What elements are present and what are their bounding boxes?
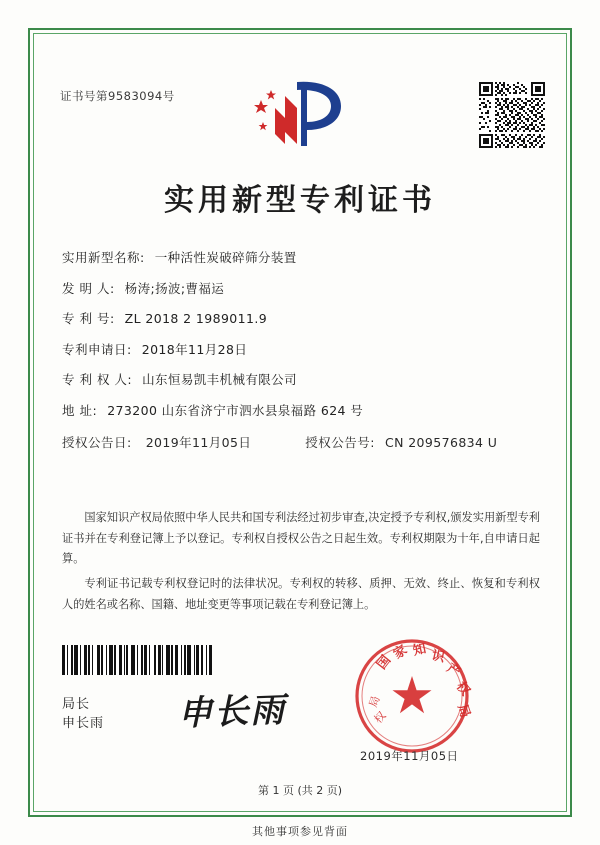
- svg-text:局: 局: [454, 702, 472, 720]
- field-value: 2018年11月28日: [141, 341, 248, 357]
- field-row-application-date: [62, 342, 538, 357]
- field-row-grant: [62, 433, 538, 451]
- seal-date: 2019年11月05日: [360, 749, 459, 763]
- certificate-number: 证书号第9583094号: [60, 89, 175, 103]
- field-row-patent-number: [62, 311, 538, 326]
- field-label: 授权公告号:: [305, 435, 375, 450]
- director-title-line1: 局长: [62, 697, 91, 712]
- field-value: CN 209576834 U: [384, 435, 498, 450]
- field-row-address: [62, 403, 538, 418]
- field-value: ZL 2018 2 1989011.9: [124, 311, 268, 326]
- field-label: 授权公告日:: [62, 435, 132, 450]
- svg-text:家: 家: [391, 642, 411, 663]
- svg-text:局: 局: [366, 694, 383, 710]
- field-value: 2019年11月05日: [145, 435, 252, 450]
- grant-date-segment: [62, 433, 251, 451]
- paragraph-1: 国家知识产权局依照中华人民共和国专利法经过初步审查,决定授予专利权,颁发实用新型专利证书并在专利登记簿上予以登记。专利权自授权公告之日起生效。专利权期限为十年,自申请日起算。: [62, 511, 540, 566]
- field-label: 专 利 权 人:: [62, 372, 133, 387]
- field-row-inventor: [62, 281, 538, 296]
- svg-text:国: 国: [374, 652, 395, 673]
- outside-note: 其他事项参见背面: [252, 825, 348, 838]
- director-signature: 申长雨: [177, 690, 287, 734]
- field-value: 273200 山东省济宁市泗水县泉福路 624 号: [107, 402, 364, 418]
- paragraph-2: 专利证书记载专利权登记时的法律状况。专利权的转移、质押、无效、终止、恢复和专利权人的姓名或名称、国籍、地址变更等事项记载在专利登记簿上。: [62, 577, 540, 611]
- barcode: [62, 645, 242, 675]
- grant-number-segment: [305, 433, 497, 451]
- svg-text:权: 权: [452, 679, 472, 699]
- page-footer: 第 1 页 (共 2 页): [257, 784, 343, 797]
- field-value: 一种活性炭破碎筛分装置: [154, 250, 297, 265]
- field-value: 山东恒易凯丰机械有限公司: [142, 372, 297, 387]
- certificate-fields: [62, 250, 538, 467]
- field-label: 实用新型名称:: [62, 250, 145, 265]
- director-title-line2: 申长雨: [62, 715, 105, 731]
- field-label: 专利申请日:: [62, 341, 132, 357]
- field-value: 杨涛;扬波;曹福运: [124, 280, 225, 296]
- svg-text:权: 权: [371, 709, 389, 727]
- qr-code: [479, 82, 545, 148]
- patent-office-emblem-icon: [245, 78, 353, 150]
- field-label: 专 利 号:: [62, 311, 115, 326]
- svg-text:知: 知: [411, 641, 428, 659]
- field-row-patentee: [62, 372, 538, 387]
- field-label: 地 址:: [62, 402, 98, 418]
- svg-text:产: 产: [443, 660, 463, 681]
- official-seal: [352, 636, 472, 756]
- director-title: [62, 696, 104, 734]
- field-row-utility-model-name: [62, 250, 538, 265]
- page-title: 实用新型专利证书: [164, 183, 436, 218]
- svg-text:识: 识: [430, 648, 447, 666]
- legal-body-text: [62, 508, 540, 620]
- field-label: 发 明 人:: [62, 280, 115, 296]
